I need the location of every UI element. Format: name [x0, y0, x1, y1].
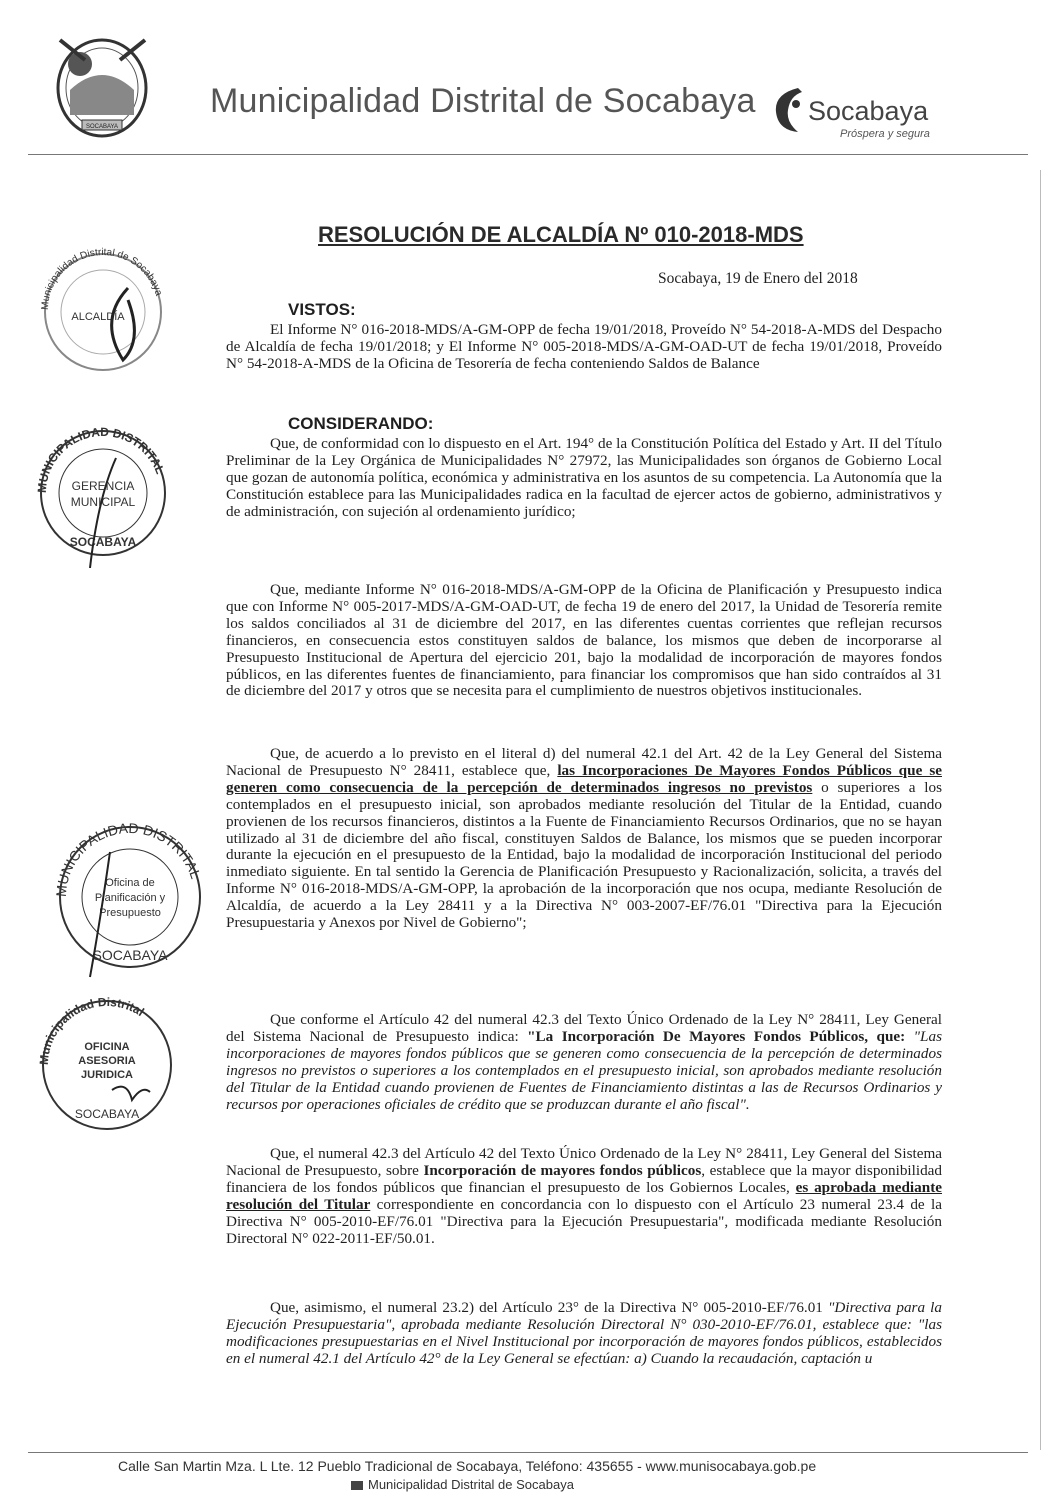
p3-text-b: o superiores a los contemplados en el presupuesto inicial, son aprobados mediante resolución del Titular de la Entidad, cuando provienen de los recursos financieros, distintos a la Fuente de Financiamiento Recursos Ordinarios, que no se hayan utilizado al 31 de diciembre del año fiscal, constituyen Saldos de Balance, los mismos que se pueden incorporar durante la ejecución en el presupuesto de la Entidad, bajo la modalidad de incorporación Institucional del periodo inmediato siguiente. En tal sentido la Gerencia de Planificación Presupuesto y Racionalización, solicita, a través del Informe N° 016-2018-MDS/A-GM-OPP, la aprobación de la incorporación que nos ocupa, mediante Resolución de Alcaldía, de acuerdo a la Ley 28411 y a la Directiva N° 003-2007-EF/76.01 "Directiva para la Ejecución Presupuestaria y Anexos por Nivel de Gobierno"; — [226, 778, 942, 932]
p4-text-a: Que conforme el Artículo 42 del numeral 42.3 del Texto Único Ordenado de la Ley N° 28411, Ley General del Sistema Nacional de Presupuesto indica: — [226, 1011, 942, 1045]
p5-underlined: es aprobada mediante resolución del Titular — [226, 1178, 942, 1213]
stamp4-ring-text: Municipalidad Distrital — [36, 994, 147, 1066]
header-title: Municipalidad Distrital de Socabaya — [210, 82, 756, 120]
socabaya-brand-icon — [768, 82, 808, 138]
p4-bold: "La Incorporación De Mayores Fondos Públicos, que: — [527, 1027, 906, 1045]
stamp3-bottom: SOCABAYA — [92, 947, 168, 963]
footer-logo-icon — [350, 1478, 364, 1492]
considerando-p5 — [226, 1146, 942, 1247]
stamp2-center-2: MUNICIPAL — [70, 495, 136, 509]
p5-text-c: , establece que la mayor disponibilidad financiera de los fondos públicos que financian el presupuesto de los Gobiernos Locales, — [226, 1161, 942, 1196]
stamp4-center-3: JURIDICA — [81, 1069, 133, 1081]
stamp-gerencia-municipal — [28, 418, 178, 568]
p6-text-a: Que, asimismo, el numeral 23.2) del Artículo 23° de la Directiva N° 005-2010-EF/76.01 — [270, 1299, 829, 1316]
considerando-p1: Que, de conformidad con lo dispuesto en el Art. 194° de la Constitución Política del Estado y Art. II del Título Preliminar de la Ley Orgánica de Municipalidades N° 27972, las Municipalidades son órganos de Gobierno Local que gozan de autonomía política, económica y administrativa en los asuntos de su competencia. La Autonomía que la Constitución establece para las Municipalidades radica en la facultad de ejercer actos de gobierno, administrativos y de administración, con sujeción al ordenamiento jurídico; — [226, 435, 942, 520]
stamp4-bottom: SOCABAYA — [74, 1107, 140, 1121]
p3-underlined: las Incorporaciones De Mayores Fondos Públicos que se generen como consecuencia de la percepción de determinados ingresos no previstos — [226, 761, 942, 796]
considerando-p4 — [226, 1012, 942, 1113]
resolution-title: RESOLUCIÓN DE ALCALDÍA Nº 010-2018-MDS — [318, 222, 804, 247]
margin-line — [1040, 170, 1041, 1450]
considerando-p6 — [226, 1300, 942, 1368]
date-line: Socabaya, 19 de Enero del 2018 — [658, 270, 858, 287]
p5-text-d: correspondiente en concordancia con lo dispuesto con el Artículo 23 numeral 23.4 de la Directiva N° 005-2010-EF/76.01 "Directiva para la Ejecución Presupuestaria", modificada mediante Resolución Directoral N° 022-2011-EF/50.01. — [226, 1195, 942, 1247]
vistos-heading: VISTOS: — [288, 300, 356, 319]
stamp1-center-text: ALCALDÍA — [71, 311, 125, 323]
footer-address: Calle San Martin Mza. L Lte. 12 Pueblo Tradicional de Socabaya, Teléfono: 435655 - www.munisocabaya.gob.pe — [118, 1458, 817, 1474]
stamp4-center-1: OFICINA — [84, 1041, 130, 1053]
considerando-p3 — [226, 746, 942, 932]
footer-divider — [28, 1452, 1028, 1453]
stamp3-center-2: Planificación y — [94, 892, 166, 904]
brand-slogan: Próspera y segura — [840, 128, 930, 140]
p5-bold: Incorporación de mayores fondos públicos — [423, 1161, 702, 1179]
stamp2-ring-text: MUNICIPALIDAD DISTRITAL — [34, 424, 168, 494]
p4-italic-quote: "Las incorporaciones de mayores fondos públicos que se generen como consecuencia de la percepción de determinados ingresos no previstos o superiores a los contemplados en el presupuesto inicial, son aprobados mediante resolución del Titular de la Entidad cuando provienen de Fuentes de Financiamiento distintas a las de Recursos Ordinarios y recursos por operaciones oficiales de crédito que se produzcan durante el año fiscal". — [226, 1027, 942, 1113]
municipal-crest-logo — [40, 20, 165, 150]
p6-italic: "Directiva para la Ejecución Presupuestaria", aprobada mediante Resolución Directoral N° 030-2010-EF/76.01, establece que: "las modificaciones presupuestarias en el Nivel Institucional por incorporación de mayores fondos públicos, establecidos en el numeral 42.1 del Artículo 42° de la Ley General se efectúan: a) Cuando la recaudación, captación u — [226, 1299, 942, 1367]
brand-name: Socabaya — [808, 96, 929, 126]
svg-text:Municipalidad Distrital de Soc — [40, 247, 164, 310]
stamp-planificacion — [50, 812, 210, 982]
stamp4-center-2: ASESORIA — [78, 1055, 136, 1067]
stamp1-ring-text: Municipalidad Distrital de Socabaya — [39, 247, 164, 311]
stamp2-bottom: SOCABAYA — [69, 535, 137, 549]
stamp3-ring-text: MUNICIPALIDAD DISTRITAL — [52, 819, 205, 898]
stamp2-center-1: GERENCIA — [71, 479, 135, 493]
p3-text-a: Que, de acuerdo a lo previsto en el literal d) del numeral 42.1 del Art. 42 de la Ley General del Sistema Nacional de Presupuesto N° 28411, establece que, — [226, 745, 942, 779]
vistos-text: El Informe N° 016-2018-MDS/A-GM-OPP de fecha 19/01/2018, Proveído N° 54-2018-A-MDS del Despacho de Alcaldía de fecha 19/01/2018; y El Informe N° 005-2018-MDS/A-GM-OAD-UT de fecha 19/01/2018, Proveído N° 54-2018-A-MDS de la Oficina de Tesorería de fecha conteniendo Saldos de Balance — [226, 321, 942, 372]
crest-label: SOCABAYA — [85, 124, 119, 130]
header-divider — [28, 154, 1028, 155]
stamp-alcaldia — [28, 240, 178, 380]
footer-org: Municipalidad Distrital de Socabaya — [368, 1477, 574, 1492]
considerando-p2: Que, mediante Informe N° 016-2018-MDS/A-GM-OPP de la Oficina de Planificación y Presupuesto indica que con Informe N° 005-2017-MDS/A-GM-OAD-UT, de fecha 19 de enero del 2017, la Unidad de Tesorería remite los saldos conciliados al 31 de diciembre del 2017, en las diferentes cuentas corrientes que reflejan recursos financieros, en consecuencia estos constituyen saldos de balance, los mismos que deben de incorporarse al Presupuesto Institucional de Apertura del ejercicio 201, bajo la modalidad de incorporación de mayores fondos públicos, en las diferentes fuentes de financiamiento, para financiar los compromisos que han sido contraídos al 31 de diciembre del 2017 y otros que se necesita para el cumplimiento de nuestros objetivos institucionales. — [226, 581, 942, 700]
stamp3-center-3: Presupuesto — [99, 907, 161, 919]
stamp-asesoria-juridica — [32, 990, 182, 1140]
p5-text-a: Que, el numeral 42.3 del Artículo 42 del Texto Único Ordenado de la Ley N° 28411, Ley General del Sistema Nacional de Presupuesto, sobre — [226, 1145, 942, 1179]
considerando-heading: CONSIDERANDO: — [288, 414, 434, 433]
stamp3-center-1: Oficina de — [105, 877, 155, 889]
